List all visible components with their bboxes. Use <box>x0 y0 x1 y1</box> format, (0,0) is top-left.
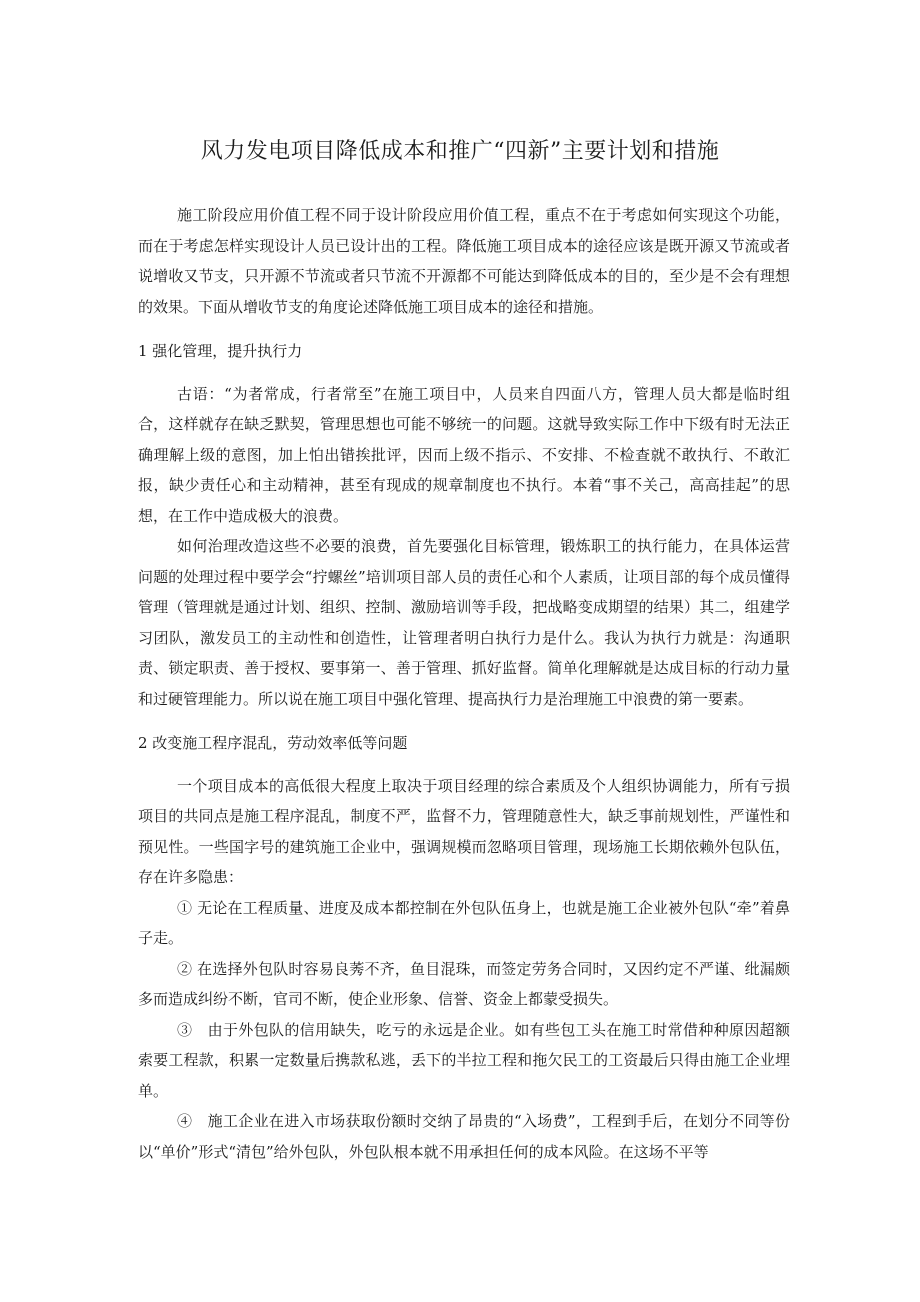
section-2-paragraph-1: 一个项目成本的高低很大程度上取决于项目经理的综合素质及个人组织协调能力，所有亏损项目的共同点是施工程序混乱，制度不严，监督不力，管理随意性大，缺乏事前规划性，严谨性和预见性。一些国字号的建筑施工企业中，强调规模而忽略项目管理，现场施工长期依赖外包队伍，存在许多隐患： <box>138 776 790 886</box>
section-2-item-1: ① 无论在工程质量、进度及成本都控制在外包队伍身上，也就是施工企业被外包队“牵”着鼻子走。 <box>138 898 790 947</box>
section-2-item-2: ② 在选择外包队时容易良莠不齐，鱼目混珠，而签定劳务合同时，又因约定不严谨、纰漏颇多而造成纠纷不断，官司不断，使企业形象、信誉、资金上都蒙受损失。 <box>138 959 790 1008</box>
section-2-item-4: ④ 施工企业在进入市场获取份额时交纳了昂贵的“入场费”，工程到手后，在划分不同等份以“单价”形式“清包”给外包队，外包队根本就不用承担任何的成本风险。在这场不平等 <box>138 1112 790 1161</box>
section-1-paragraph-1: 古语：“为者常成，行者常至”在施工项目中，人员来自四面八方，管理人员大都是临时组合，这样就存在缺乏默契，管理思想也可能不够统一的问题。这就导致实际工作中下级有时无法正确理解上级的意图，加上怕出错挨批评，因而上级不指示、不安排、不检查就不敢执行、不敢汇报，缺少责任心和主动精神，甚至有现成的规章制度也不执行。本着“事不关己，高高挂起”的思想，在工作中造成极大的浪费。 <box>138 384 790 525</box>
intro-paragraph: 施工阶段应用价值工程不同于设计阶段应用价值工程，重点不在于考虑如何实现这个功能，而在于考虑怎样实现设计人员已设计出的工程。降低施工项目成本的途径应该是既开源又节流或者说增收又节支，只开源不节流或者只节流不开源都不可能达到降低成本的目的，至少是不会有理想的效果。下面从增收节支的角度论述降低施工项目成本的途径和措施。 <box>138 206 790 316</box>
section-1-heading: 1 强化管理，提升执行力 <box>138 342 303 360</box>
document-title: 风力发电项目降低成本和推广“四新”主要计划和措施 <box>200 139 720 164</box>
section-1-paragraph-2: 如何治理改造这些不必要的浪费，首先要强化目标管理，锻炼职工的执行能力，在具体运营问题的处理过程中要学会“拧螺丝”培训项目部人员的责任心和个人素质，让项目部的每个成员懂得管理（管理就是通过计划、组织、控制、激励培训等手段，把战略变成期望的结果）其二，组建学习团队，激发员工的主动性和创造性，让管理者明白执行力是什么。我认为执行力就是：沟通职责、锁定职责、善于授权、要事第一、善于管理、抓好监督。简单化理解就是达成目标的行动力量和过硬管理能力。所以说在施工项目中强化管理、提高执行力是治理施工中浪费的第一要素。 <box>138 537 790 708</box>
document-body <box>138 200 790 1167</box>
section-2-item-3: ③ 由于外包队的信用缺失，吃亏的永远是企业。如有些包工头在施工时常借种种原因超额索要工程款，积累一定数量后携款私逃，丢下的半拉工程和拖欠民工的工资最后只得由施工企业埋单。 <box>138 1020 790 1100</box>
section-2-heading: 2 改变施工程序混乱，劳动效率低等问题 <box>138 734 408 752</box>
